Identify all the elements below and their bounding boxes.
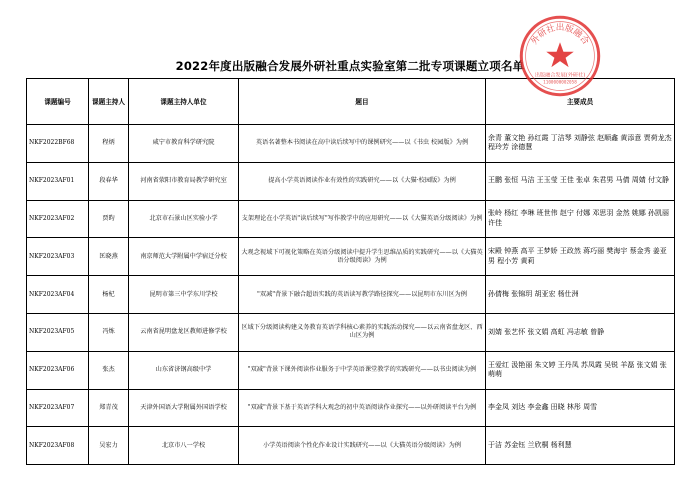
cell-host: 杨杞 xyxy=(89,276,129,314)
cell-topic: 大观念视域下可视化策略在英语分级阅读中提升学生思维品质的实践研究——以《大猫英语分级阅读》为例 xyxy=(239,238,486,276)
header-id: 课题编号 xyxy=(27,79,89,125)
table-row xyxy=(27,389,675,427)
cell-host: 冯炼 xyxy=(89,313,129,351)
seal-code: 1100000002058 xyxy=(543,80,577,86)
cell-unit: 北京市石景山区实验小学 xyxy=(129,200,239,238)
cell-topic: 英语名著整本书阅读在高中读后续写中的课例研究——以《书虫 校园版》为例 xyxy=(239,125,486,163)
cell-members: 张岭 杨红 李琳 班世伟 赵宁 付娜 邓思羽 金然 姚娜 孙凯丽 许佳 xyxy=(486,200,675,238)
cell-members: 于洁 苏金钰 兰欣桐 杨利慧 xyxy=(486,427,675,465)
cell-id: NKF2023AF03 xyxy=(27,238,89,276)
cell-id: NKF2023AF07 xyxy=(27,389,89,427)
table-header-row xyxy=(27,79,675,125)
cell-members: 刘婧 张艺怀 张文娟 高虹 冯志敏 曾静 xyxy=(486,313,675,351)
cell-id: NKF2023AF04 xyxy=(27,276,89,314)
cell-topic: 小学英语阅读个性化作业设计实践研究——以《大猫英语分级阅读》为例 xyxy=(239,427,486,465)
cell-topic: "双减"背景下基于英语学科大观念的初中英语阅读作业探究——以外研阅读平台为例 xyxy=(239,389,486,427)
cell-unit: 北京市八一学校 xyxy=(129,427,239,465)
cell-members: 李金凤 刘达 李金鑫 田晓 林彤 周雪 xyxy=(486,389,675,427)
header-host: 课题主持人 xyxy=(89,79,129,125)
cell-unit: 天津外国语大学附属外国语学校 xyxy=(129,389,239,427)
cell-host: 张杰 xyxy=(89,351,129,389)
table-row xyxy=(27,351,675,389)
cell-host: 程炳 xyxy=(89,125,129,163)
cell-unit: 云南省昆明盘龙区教师进修学校 xyxy=(129,313,239,351)
cell-topic: "双减"背景下融合超语实践的英语读写教学路径探究——以昆明市东川区为例 xyxy=(239,276,486,314)
cell-host: 匡晓燕 xyxy=(89,238,129,276)
table-row xyxy=(27,238,675,276)
table-row xyxy=(27,162,675,200)
cell-unit: 山东省济钢高级中学 xyxy=(129,351,239,389)
cell-id: NKF2023AF01 xyxy=(27,162,89,200)
seal-text-top: 外研社出版融合 xyxy=(529,23,591,47)
cell-topic: 提高小学英语阅读作业有效性的实践研究——以《大猫·校园版》为例 xyxy=(239,162,486,200)
cell-id: NKF2022BF68 xyxy=(27,125,89,163)
cell-unit: 南京师范大学附属中学宿迁分校 xyxy=(129,238,239,276)
cell-host: 贾昀 xyxy=(89,200,129,238)
cell-members: 孙倩梅 张锦玥 胡亚宏 杨仕洲 xyxy=(486,276,675,314)
cell-members: 余青 董文艳 孙红霞 丁洁琴 刘静弦 赵顺鑫 黄添意 贾荷龙杰 程玲芳 涂德慧 xyxy=(486,125,675,163)
table-row xyxy=(27,313,675,351)
cell-topic: 区域下分级阅读构建义务教育英语学科核心素养的实践活动探究——以云南省盘龙区、西山区为例 xyxy=(239,313,486,351)
table-row xyxy=(27,276,675,314)
project-table xyxy=(26,78,675,465)
document-title: 2022年度出版融合发展外研社重点实验室第二批专项课题立项名单 xyxy=(175,59,525,73)
cell-unit: 昆明市第三中学东川学校 xyxy=(129,276,239,314)
cell-host: 吴宏力 xyxy=(89,427,129,465)
cell-id: NKF2023AF05 xyxy=(27,313,89,351)
cell-id: NKF2023AF08 xyxy=(27,427,89,465)
cell-id: NKF2023AF02 xyxy=(27,200,89,238)
cell-unit: 咸宁市教育科学研究院 xyxy=(129,125,239,163)
cell-members: 王爱红 汲艳丽 朱文婷 王丹凤 苏凤霞 吴锐 羊磊 张文娟 张萌萌 xyxy=(486,351,675,389)
cell-members: 宋殿 钟燕 高平 王梦娇 王政然 蒋巧丽 樊海宇 蔡金秀 姜亚男 程小芳 黄莉 xyxy=(486,238,675,276)
cell-topic: 支架理论在小学英语"读后续写"写作教学中的应用研究——以《大猫英语分级阅读》为例 xyxy=(239,200,486,238)
cell-members: 王鹏 张恒 马洁 王玉莹 王佳 张卓 朱君男 马倩 周婧 付文静 xyxy=(486,162,675,200)
header-topic: 题目 xyxy=(239,79,486,125)
cell-unit: 河南省荥阳市教育局教学研究室 xyxy=(129,162,239,200)
table-row xyxy=(27,200,675,238)
header-unit: 课题主持人单位 xyxy=(129,79,239,125)
table-row xyxy=(27,125,675,163)
cell-host: 郑青茂 xyxy=(89,389,129,427)
cell-topic: "双减"背景下课外阅读作业服务于中学英语课堂教学的实践研究——以书虫阅读为例 xyxy=(239,351,486,389)
table-row xyxy=(27,427,675,465)
seal-text-bottom: 出版融合发展(外研社) xyxy=(534,72,586,79)
cell-host: 段春华 xyxy=(89,162,129,200)
header-members: 主要成员 xyxy=(486,79,675,125)
cell-id: NKF2023AF06 xyxy=(27,351,89,389)
